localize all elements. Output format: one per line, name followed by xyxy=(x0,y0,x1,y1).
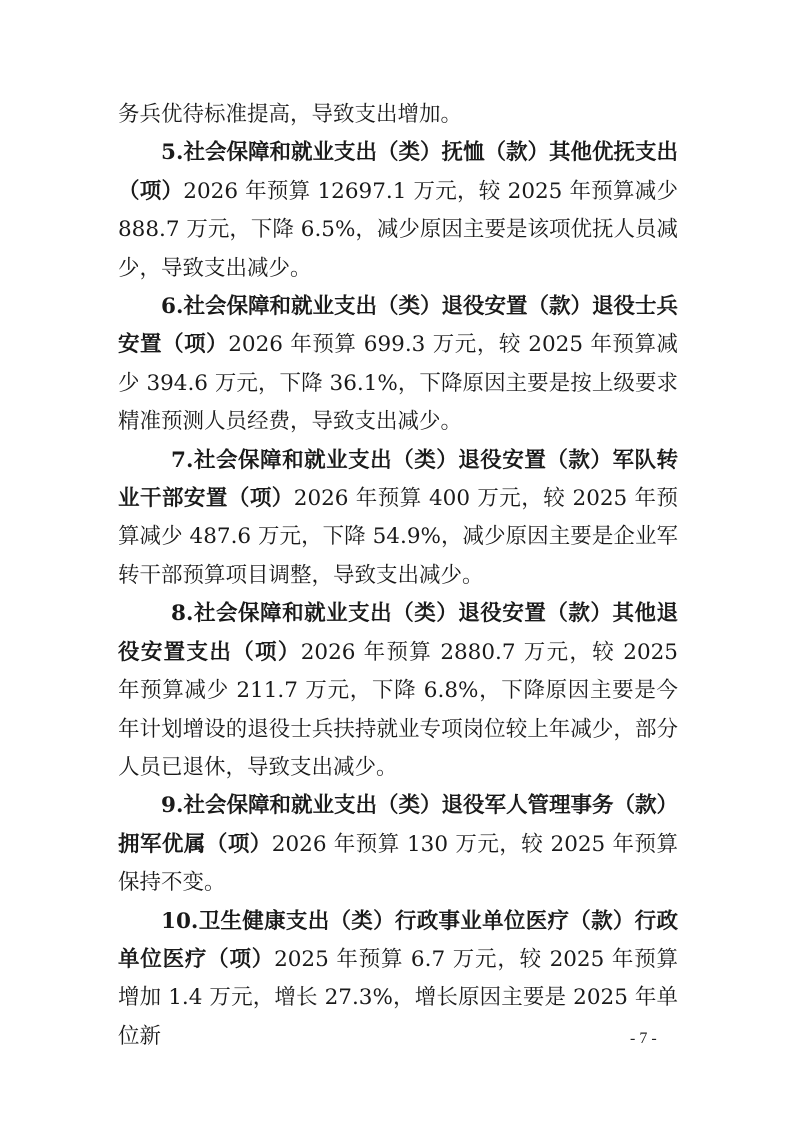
paragraph-text: 2026 年预算 12697.1 万元，较 2025 年预算减少 888.7 万元，下降 6.5%，减少原因主要是该项优抚人员减少，导致支出减少。 xyxy=(118,178,678,281)
paragraph-heading: 10.卫生健康支出（类）行政事业单位医疗（款）行政单位医疗（项） xyxy=(118,908,678,972)
paragraph-heading: 9.社会保障和就业支出（类）退役军人管理事务（款）拥军优属（项） xyxy=(118,793,678,857)
paragraph-text: 2026 年预算 2880.7 万元，较 2025 年预算减少 211.7 万元，下降 6.8%，下降原因主要是今年计划增设的退役士兵扶持就业专项岗位较上年减少，部分人员已退休，导致支出减少。 xyxy=(118,639,678,780)
paragraph-heading: 7.社会保障和就业支出（类）退役安置（款）军队转业干部安置（项） xyxy=(118,447,678,512)
paragraph-text: 务兵优待标准提高，导致支出增加。 xyxy=(118,102,463,127)
paragraph-text: 2025 年预算 6.7 万元，较 2025 年预算增加 1.4 万元，增长 27.3%，增长原因主要是 2025 年单位新 xyxy=(118,946,678,1049)
paragraph-item-8 xyxy=(118,595,678,787)
paragraph-text: 2026 年预算 699.3 万元，较 2025 年预算减少 394.6 万元，下降 36.1%，下降原因主要是按上级要求精准预测人员经费，导致支出减少。 xyxy=(118,332,678,435)
paragraph-item-9 xyxy=(118,787,678,902)
paragraph-item-5 xyxy=(118,134,678,288)
paragraph-heading: 5.社会保障和就业支出（类）抚恤（款）其他优抚支出（项） xyxy=(118,140,678,204)
paragraph-text: 2026 年预算 400 万元，较 2025 年预算减少 487.6 万元，下降 54.9%，减少原因主要是企业军转干部预算项目调整，导致支出减少。 xyxy=(118,486,678,588)
paragraph-text: 2026 年预算 130 万元，较 2025 年预算保持不变。 xyxy=(118,831,678,896)
paragraph-heading: 8.社会保障和就业支出（类）退役安置（款）其他退役安置支出（项） xyxy=(118,601,678,665)
paragraph-item-7 xyxy=(118,442,678,596)
paragraph-continuation xyxy=(118,96,678,134)
page-number: - 7 - xyxy=(630,1030,657,1047)
paragraph-item-6 xyxy=(118,288,678,442)
document-body xyxy=(118,96,678,1056)
paragraph-heading: 6.社会保障和就业支出（类）退役安置（款）退役士兵安置（项） xyxy=(118,294,678,358)
paragraph-item-10 xyxy=(118,903,678,1057)
